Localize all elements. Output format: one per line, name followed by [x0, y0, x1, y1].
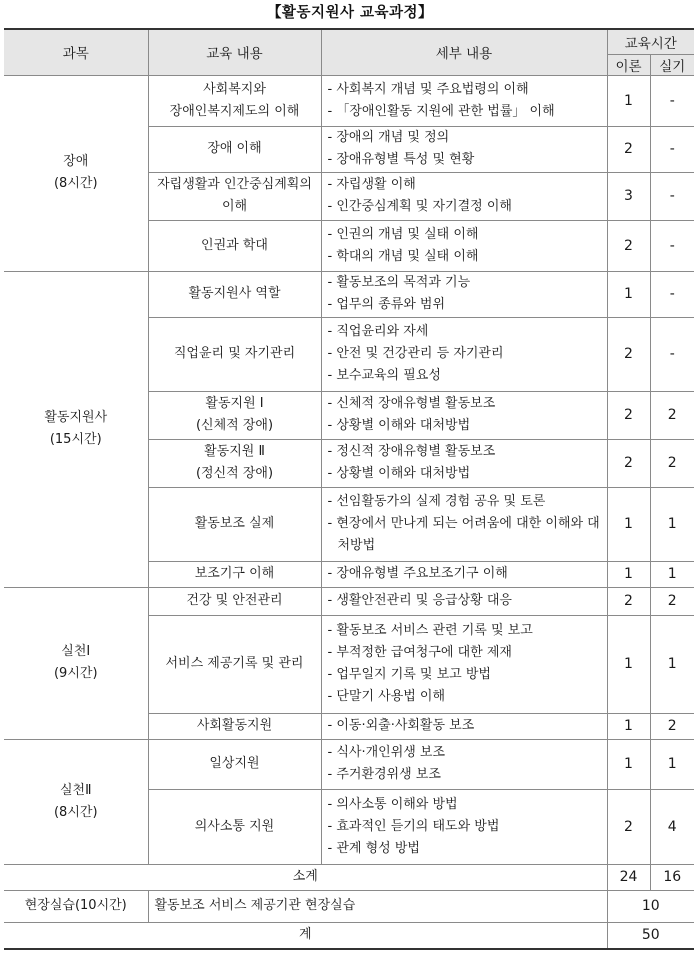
course-content-line: 서비스 제공기록 및 관리 — [165, 656, 304, 671]
practice-hours: - — [650, 75, 694, 126]
course-content-line: 사회활동지원 — [196, 718, 273, 733]
course-content-line: 보조기구 이해 — [194, 566, 275, 581]
subject-cell — [4, 739, 148, 864]
subject-hours: (8시간) — [53, 804, 98, 820]
course-details — [321, 739, 607, 789]
detail-item: - 신체적 장애유형별 활동보조 — [327, 396, 496, 411]
practice-hours: 1 — [650, 615, 694, 713]
theory-hours: 1 — [607, 487, 650, 561]
subject-cell — [4, 271, 148, 587]
theory-hours: 3 — [607, 172, 650, 220]
detail-item: - 업무의 종류와 범위 — [327, 297, 446, 312]
course-content-line: 장애인복지제도의 이해 — [169, 103, 300, 119]
header-content: 교육 내용 — [148, 29, 321, 75]
course-content-line: 직업윤리 및 자기관리 — [173, 346, 296, 361]
practice-hours: 1 — [650, 561, 694, 587]
theory-hours: 2 — [607, 391, 650, 439]
course-content — [148, 713, 321, 739]
course-content — [148, 587, 321, 615]
course-content-line: 활동지원 Ⅰ — [205, 396, 264, 411]
course-content — [148, 172, 321, 220]
practice-hours: - — [650, 317, 694, 391]
practice-hours: - — [650, 271, 694, 317]
detail-item: - 현장에서 만나게 되는 어려움에 대한 이해와 대처방법 — [327, 516, 600, 553]
detail-item: - 의사소통 이해와 방법 — [327, 796, 458, 812]
practice-hours: - — [650, 126, 694, 172]
detail-item: - 사회복지 개념 및 주요법령의 이해 — [327, 81, 529, 97]
detail-item: - 효과적인 듣기의 태도와 방법 — [327, 818, 500, 834]
subject-name: 실천Ⅱ — [59, 782, 92, 798]
course-content — [148, 615, 321, 713]
detail-item: - 관계 형성 방법 — [327, 840, 420, 856]
field-practice-label: 현장실습(10시간) — [4, 890, 148, 922]
subtotal-label: 소계 — [4, 864, 607, 890]
course-content-line: (정신적 장애) — [195, 466, 274, 481]
theory-hours: 2 — [607, 789, 650, 864]
subject-cell — [4, 75, 148, 271]
detail-item: - 주거환경위생 보조 — [327, 767, 441, 782]
theory-hours: 1 — [607, 713, 650, 739]
course-content-line: (신체적 장애) — [195, 418, 274, 433]
header-subject: 과목 — [4, 29, 148, 75]
practice-hours: 2 — [650, 587, 694, 615]
practice-hours: 4 — [650, 789, 694, 864]
course-details — [321, 587, 607, 615]
course-row — [4, 271, 694, 317]
subject-name: 활동지원사 — [44, 410, 108, 425]
course-content — [148, 789, 321, 864]
course-content-line: 건강 및 안전관리 — [186, 593, 283, 608]
curriculum-body — [4, 75, 694, 949]
total-row — [4, 922, 694, 949]
header-hours: 교육시간 — [607, 29, 694, 54]
course-content — [148, 561, 321, 587]
header-practice: 실기 — [650, 54, 694, 75]
detail-item: - 생활안전관리 및 응급상황 대응 — [327, 593, 512, 608]
detail-item: - 직업윤리와 자세 — [327, 324, 429, 339]
subtotal-theory: 24 — [607, 864, 650, 890]
course-content — [148, 271, 321, 317]
field-practice-hours: 10 — [607, 890, 694, 922]
course-details — [321, 391, 607, 439]
course-details — [321, 126, 607, 172]
detail-item: - 단말기 사용법 이해 — [327, 689, 446, 704]
course-content-line: 활동지원 Ⅱ — [204, 444, 265, 459]
detail-item: - 자립생활 이해 — [327, 177, 416, 192]
course-content — [148, 220, 321, 271]
course-details — [321, 220, 607, 271]
detail-item: - 장애의 개념 및 정의 — [327, 130, 450, 145]
course-content-line: 사회복지와 — [203, 81, 266, 97]
total-label: 계 — [4, 922, 607, 949]
theory-hours: 1 — [607, 615, 650, 713]
theory-hours: 1 — [607, 75, 650, 126]
detail-item: - 식사·개인위생 보조 — [327, 745, 446, 760]
course-content — [148, 126, 321, 172]
header-detail: 세부 내용 — [321, 29, 607, 75]
theory-hours: 1 — [607, 739, 650, 789]
course-content — [148, 75, 321, 126]
practice-hours: 2 — [650, 713, 694, 739]
practice-hours: - — [650, 220, 694, 271]
subject-hours: (9시간) — [53, 666, 98, 681]
header-theory: 이론 — [607, 54, 650, 75]
detail-item: - 인권의 개념 및 실태 이해 — [327, 226, 479, 242]
detail-item: - 장애유형별 특성 및 현황 — [327, 152, 475, 167]
theory-hours: 1 — [607, 561, 650, 587]
detail-item: - 학대의 개념 및 실태 이해 — [327, 248, 479, 264]
course-details — [321, 271, 607, 317]
course-content-line: 일상지원 — [209, 756, 260, 771]
course-content — [148, 739, 321, 789]
subtotal-practice: 16 — [650, 864, 694, 890]
course-details — [321, 487, 607, 561]
course-details — [321, 75, 607, 126]
detail-item: - 상황별 이해와 대처방법 — [327, 418, 471, 433]
page-title: 【활동지원사 교육과정】 — [266, 5, 434, 21]
theory-hours: 1 — [607, 271, 650, 317]
course-content-line: 활동보조 실제 — [194, 516, 275, 531]
detail-item: - 「장애인활동 지원에 관한 법률」 이해 — [327, 103, 555, 119]
course-details — [321, 172, 607, 220]
field-practice-row — [4, 890, 694, 922]
theory-hours: 2 — [607, 126, 650, 172]
theory-hours: 2 — [607, 587, 650, 615]
detail-item: - 선임활동가의 실제 경험 공유 및 토론 — [327, 494, 546, 509]
detail-item: - 안전 및 건강관리 등 자기관리 — [327, 346, 504, 361]
course-row — [4, 75, 694, 126]
theory-hours: 2 — [607, 317, 650, 391]
course-content-line: 이해 — [221, 199, 248, 214]
course-details — [321, 713, 607, 739]
subject-name: 실천Ⅰ — [61, 644, 91, 659]
course-row — [4, 739, 694, 789]
course-details — [321, 317, 607, 391]
detail-item: - 정신적 장애유형별 활동보조 — [327, 444, 496, 459]
course-content-line: 장애 이해 — [207, 141, 262, 156]
practice-hours: 1 — [650, 487, 694, 561]
subject-hours: (8시간) — [53, 176, 98, 191]
course-content-line: 의사소통 지원 — [194, 818, 275, 834]
practice-hours: - — [650, 172, 694, 220]
course-content — [148, 439, 321, 487]
practice-hours: 2 — [650, 439, 694, 487]
course-content-line: 자립생활과 인간중심계획의 — [157, 177, 312, 192]
detail-item: - 상황별 이해와 대처방법 — [327, 466, 471, 481]
detail-item: - 보수교육의 필요성 — [327, 368, 441, 383]
detail-item: - 장애유형별 주요보조기구 이해 — [327, 566, 508, 581]
course-content — [148, 317, 321, 391]
detail-item: - 활동보조의 목적과 기능 — [327, 275, 471, 290]
subject-name: 장애 — [63, 154, 89, 169]
detail-item: - 인간중심계획 및 자기결정 이해 — [327, 199, 512, 214]
subject-cell — [4, 587, 148, 739]
course-content-line: 인권과 학대 — [201, 237, 268, 253]
course-content — [148, 391, 321, 439]
subtotal-row — [4, 864, 694, 890]
practice-hours: 1 — [650, 739, 694, 789]
course-row — [4, 587, 694, 615]
subject-hours: (15시간) — [49, 432, 102, 447]
practice-hours: 2 — [650, 391, 694, 439]
detail-item: - 활동보조 서비스 관련 기록 및 보고 — [327, 623, 533, 638]
course-details — [321, 615, 607, 713]
course-details — [321, 439, 607, 487]
detail-item: - 부적정한 급여청구에 대한 제재 — [327, 645, 512, 660]
theory-hours: 2 — [607, 439, 650, 487]
course-content — [148, 487, 321, 561]
total-hours: 50 — [607, 922, 694, 949]
course-content-line: 활동지원사 역할 — [188, 286, 281, 301]
detail-item: - 업무일지 기록 및 보고 방법 — [327, 667, 491, 682]
field-practice-content: 활동보조 서비스 제공기관 현장실습 — [148, 890, 607, 922]
course-details — [321, 561, 607, 587]
curriculum-table — [4, 28, 694, 950]
theory-hours: 2 — [607, 220, 650, 271]
course-details — [321, 789, 607, 864]
detail-item: - 이동·외출·사회활동 보조 — [327, 718, 475, 733]
